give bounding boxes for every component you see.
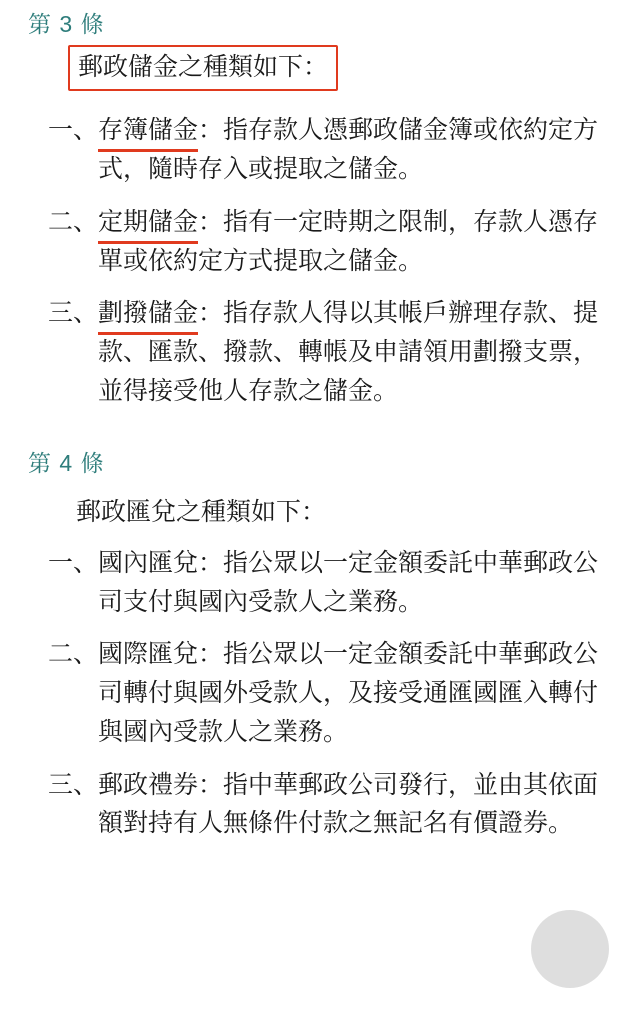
list-item-text: ：指公眾以一定金額委託中華郵政公司支付與國內受款人之業務。 xyxy=(98,548,599,616)
list-item xyxy=(20,635,611,751)
list-item-term: 國內匯兌 xyxy=(98,548,199,577)
list-item-marker: 二、 xyxy=(48,640,99,669)
list-item xyxy=(20,294,611,410)
article-4-lead: 郵政匯兌之種類如下： xyxy=(76,497,327,526)
list-item-term: 存簿儲金 xyxy=(98,111,198,150)
list-item xyxy=(20,111,611,189)
list-item-body xyxy=(98,294,611,410)
list-item-marker: 一、 xyxy=(48,116,99,145)
list-item-term: 劃撥儲金 xyxy=(98,294,198,333)
list-item-text: ：指有一定時期之限制，存款人憑存單或依約定方式提取之儲金。 xyxy=(98,207,599,275)
list-item-marker: 三、 xyxy=(48,299,99,328)
list-item-term: 定期儲金 xyxy=(98,203,198,242)
list-item xyxy=(20,766,611,844)
list-item-marker: 三、 xyxy=(48,770,99,799)
list-item-body xyxy=(98,111,611,189)
list-item-text: ：指公眾以一定金額委託中華郵政公司轉付與國外受款人，及接受通匯國匯入轉付與國內受款人之業務。 xyxy=(98,640,599,746)
watermark-circle xyxy=(531,910,609,988)
list-item-marker: 一、 xyxy=(48,548,99,577)
article-heading-3: 第 3 條 xyxy=(28,11,105,37)
list-item-term: 國際匯兌 xyxy=(98,640,199,669)
article-3-lead: 郵政儲金之種類如下： xyxy=(68,45,338,91)
list-item-body xyxy=(98,544,611,622)
list-item-body xyxy=(98,766,611,844)
list-item-body xyxy=(98,635,611,751)
list-item-text: ：指存款人憑郵政儲金簿或依約定方式，隨時存入或提取之儲金。 xyxy=(98,116,599,183)
list-item-text: ：指中華郵政公司發行，並由其依面額對持有人無條件付款之無記名有價證券。 xyxy=(98,770,599,838)
article-heading-4: 第 4 條 xyxy=(28,449,105,476)
list-item-text: ：指存款人得以其帳戶辦理存款、提款、匯款、撥款、轉帳及申請領用劃撥支票，並得接受他人存款之儲金。 xyxy=(98,299,599,405)
list-item-term: 郵政禮券 xyxy=(98,770,199,799)
list-item-marker: 二、 xyxy=(48,207,99,236)
list-item-body xyxy=(98,203,611,281)
list-item xyxy=(20,203,611,281)
article-3-lead-wrapper xyxy=(20,45,611,97)
list-item xyxy=(20,544,611,622)
